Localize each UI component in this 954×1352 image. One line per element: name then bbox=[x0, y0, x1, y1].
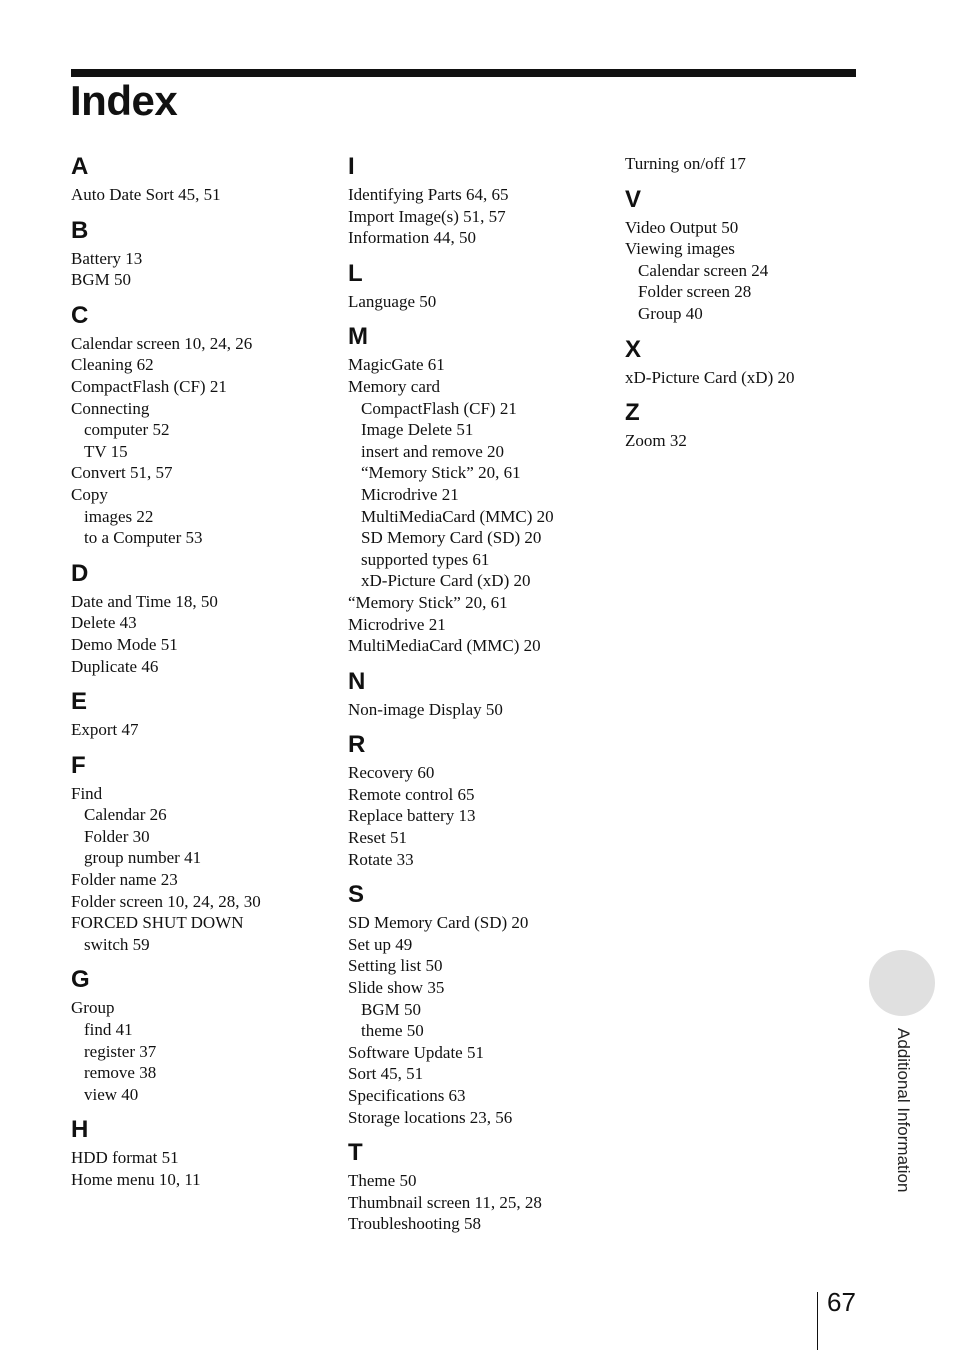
index-entry: Language 50 bbox=[348, 291, 437, 311]
index-entry: HDD format 51 bbox=[71, 1148, 179, 1168]
index-subentry: Folder screen 28 bbox=[638, 282, 752, 302]
index-entry: Reset 51 bbox=[348, 828, 408, 848]
index-subentry: register 37 bbox=[84, 1041, 157, 1061]
index-subentry: supported types 61 bbox=[361, 549, 490, 569]
index-entry: Demo Mode 51 bbox=[71, 634, 178, 654]
index-subentry: view 40 bbox=[84, 1084, 139, 1104]
index-entry: “Memory Stick” 20, 61 bbox=[348, 592, 508, 612]
index-entry: Theme 50 bbox=[348, 1171, 417, 1191]
index-entry: Troubleshooting 58 bbox=[348, 1214, 482, 1234]
index-letter-heading: M bbox=[348, 323, 368, 351]
index-entry: Identifying Parts 64, 65 bbox=[348, 185, 509, 204]
index-entry: Group bbox=[71, 998, 115, 1018]
index-letter-heading: G bbox=[71, 966, 90, 994]
index-entry: Copy bbox=[71, 484, 108, 504]
index-entry: Connecting bbox=[71, 398, 150, 418]
index-subentry: Microdrive 21 bbox=[361, 484, 459, 504]
index-section bbox=[348, 150, 608, 249]
index-entry: Set up 49 bbox=[348, 934, 413, 954]
index-entry: Folder name 23 bbox=[71, 870, 178, 890]
index-entry: Microdrive 21 bbox=[348, 614, 446, 634]
index-section bbox=[348, 320, 608, 656]
index-letter-heading: E bbox=[71, 688, 88, 716]
index-entry: Memory card bbox=[348, 376, 441, 396]
index-entry: Information 44, 50 bbox=[348, 228, 476, 248]
index-entry: Zoom 32 bbox=[625, 431, 687, 451]
index-entry: Rotate 33 bbox=[348, 849, 414, 869]
index-subentry: Group 40 bbox=[638, 303, 703, 323]
index-entry: Turning on/off 17 bbox=[625, 154, 746, 173]
index-column-2 bbox=[348, 150, 608, 1235]
index-entry: Viewing images bbox=[625, 239, 735, 259]
index-entry: Duplicate 46 bbox=[71, 656, 159, 676]
index-letter-heading: L bbox=[348, 259, 363, 287]
index-column-1 bbox=[71, 150, 331, 1191]
index-subentry: xD-Picture Card (xD) 20 bbox=[361, 571, 531, 591]
section-tab-marker bbox=[869, 950, 935, 1016]
index-section bbox=[71, 214, 331, 291]
index-letter-heading: V bbox=[625, 185, 642, 213]
index-subentry: Calendar 26 bbox=[84, 805, 167, 825]
index-entry: Delete 43 bbox=[71, 613, 137, 633]
index-letter-heading: I bbox=[348, 153, 355, 180]
index-entry: CompactFlash (CF) 21 bbox=[71, 376, 227, 396]
index-subentry: to a Computer 53 bbox=[84, 528, 203, 548]
index-subentry: images 22 bbox=[84, 506, 154, 526]
title-rule bbox=[71, 69, 856, 77]
index-section bbox=[625, 396, 885, 452]
index-letter-heading: T bbox=[348, 1139, 363, 1167]
index-entry: Recovery 60 bbox=[348, 763, 435, 783]
index-letter-heading: C bbox=[71, 301, 89, 329]
index-section bbox=[71, 150, 331, 206]
index-subentry: Calendar screen 24 bbox=[638, 260, 769, 280]
index-letter-heading: D bbox=[71, 559, 89, 587]
index-section bbox=[71, 557, 331, 677]
index-entry: Specifications 63 bbox=[348, 1086, 466, 1105]
continued-entries bbox=[625, 153, 885, 175]
index-entry: MagicGate 61 bbox=[348, 355, 445, 375]
index-subentry: insert and remove 20 bbox=[361, 441, 505, 461]
index-letter-heading: N bbox=[348, 667, 366, 695]
index-entry: Replace battery 13 bbox=[348, 806, 476, 826]
index-section bbox=[71, 749, 331, 956]
index-letter-heading: B bbox=[71, 216, 89, 244]
index-entry: Cleaning 62 bbox=[71, 355, 154, 375]
index-entry: FORCED SHUT DOWN bbox=[71, 913, 244, 933]
index-section bbox=[625, 333, 885, 389]
index-entry: MultiMediaCard (MMC) 20 bbox=[348, 636, 541, 656]
index-letter-heading: H bbox=[71, 1116, 89, 1144]
index-entry: Setting list 50 bbox=[348, 956, 443, 976]
index-entry: Video Output 50 bbox=[625, 217, 739, 237]
index-section bbox=[348, 257, 608, 313]
index-subentry: find 41 bbox=[84, 1020, 133, 1040]
index-subentry: MultiMediaCard (MMC) 20 bbox=[361, 506, 554, 526]
index-section bbox=[71, 963, 331, 1105]
index-column-3 bbox=[625, 150, 885, 452]
index-section bbox=[348, 665, 608, 721]
index-section bbox=[625, 183, 885, 325]
index-entry: Thumbnail screen 11, 25, 28 bbox=[348, 1192, 542, 1212]
index-subentry: TV 15 bbox=[84, 441, 128, 461]
index-section bbox=[71, 1113, 331, 1190]
index-subentry: Folder 30 bbox=[84, 826, 150, 846]
index-subentry: Image Delete 51 bbox=[361, 420, 474, 440]
index-entry: Find bbox=[71, 783, 103, 803]
index-entry: SD Memory Card (SD) 20 bbox=[348, 913, 529, 933]
page-title: Index bbox=[70, 77, 178, 124]
page-number-divider bbox=[817, 1292, 818, 1350]
index-subentry: SD Memory Card (SD) 20 bbox=[361, 528, 542, 548]
index-section bbox=[348, 728, 608, 870]
index-subentry: group number 41 bbox=[84, 848, 202, 868]
index-subentry: computer 52 bbox=[84, 420, 170, 440]
index-entry: Convert 51, 57 bbox=[71, 463, 173, 483]
index-entry: Non-image Display 50 bbox=[348, 699, 503, 719]
section-tab-label: Additional Information bbox=[894, 1028, 913, 1193]
index-entry: Date and Time 18, 50 bbox=[71, 591, 218, 611]
index-letter-heading: R bbox=[348, 731, 366, 759]
index-entry: Battery 13 bbox=[71, 248, 143, 268]
index-entry: BGM 50 bbox=[71, 270, 131, 290]
index-subentry: BGM 50 bbox=[361, 999, 421, 1019]
index-entry: Storage locations 23, 56 bbox=[348, 1107, 513, 1127]
index-entry: Export 47 bbox=[71, 720, 139, 740]
index-entry: Calendar screen 10, 24, 26 bbox=[71, 333, 253, 353]
index-section bbox=[71, 299, 331, 549]
index-entry: Home menu 10, 11 bbox=[71, 1170, 201, 1189]
index-section bbox=[348, 1136, 608, 1235]
index-entry: xD-Picture Card (xD) 20 bbox=[625, 367, 795, 387]
index-entry: Slide show 35 bbox=[348, 978, 445, 998]
index-letter-heading: A bbox=[71, 153, 89, 180]
index-entry: Sort 45, 51 bbox=[348, 1064, 424, 1084]
index-letter-heading: S bbox=[348, 881, 365, 909]
index-entry: Import Image(s) 51, 57 bbox=[348, 206, 506, 226]
index-letter-heading: X bbox=[625, 335, 642, 363]
page-number: 67 bbox=[827, 1287, 856, 1317]
index-entry: Auto Date Sort 45, 51 bbox=[71, 185, 221, 204]
index-letter-heading: Z bbox=[625, 399, 640, 427]
index-entry: Folder screen 10, 24, 28, 30 bbox=[71, 891, 261, 911]
index-subentry: “Memory Stick” 20, 61 bbox=[361, 463, 521, 483]
index-letter-heading: F bbox=[71, 751, 86, 779]
index-subentry: theme 50 bbox=[361, 1021, 424, 1041]
index-entry: Remote control 65 bbox=[348, 784, 475, 804]
index-section bbox=[348, 878, 608, 1128]
index-subentry: switch 59 bbox=[84, 934, 150, 954]
index-subentry: CompactFlash (CF) 21 bbox=[361, 398, 517, 418]
index-entry: Software Update 51 bbox=[348, 1042, 484, 1062]
index-section bbox=[71, 685, 331, 741]
index-subentry: remove 38 bbox=[84, 1063, 157, 1083]
